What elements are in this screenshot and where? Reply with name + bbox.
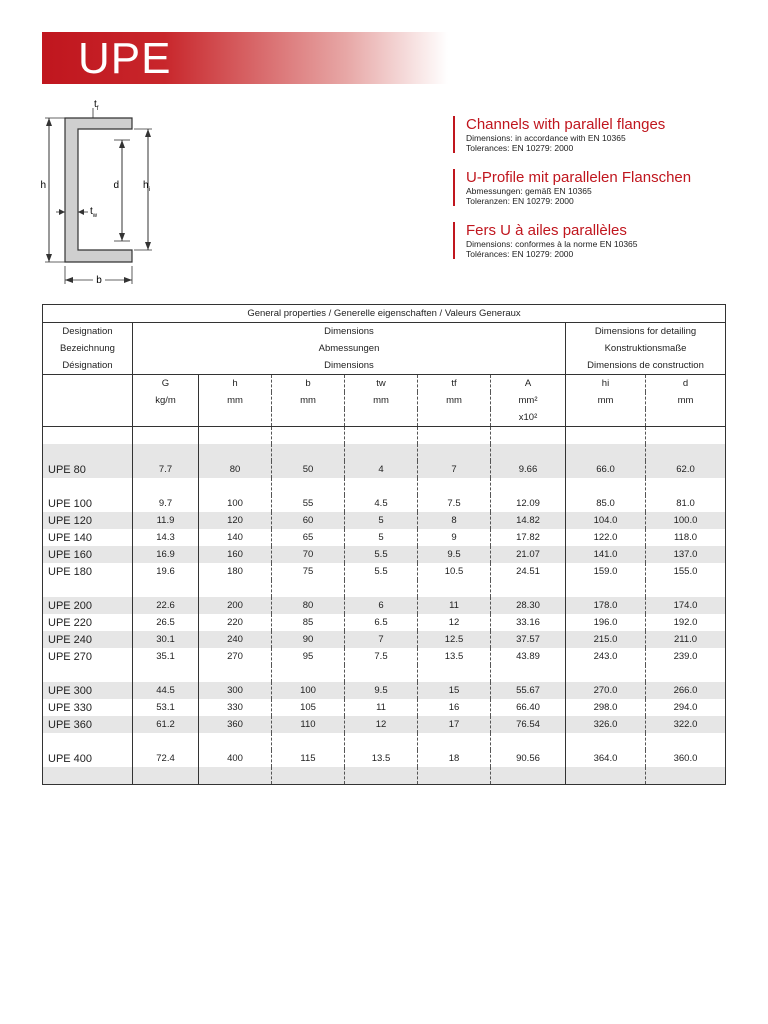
designation-cell: UPE 200 [43, 597, 133, 614]
value-cell: 11 [418, 597, 491, 614]
value-cell: 37.57 [491, 631, 566, 648]
value-cell: 141.0 [566, 546, 646, 563]
designation-cell: UPE 240 [43, 631, 133, 648]
d-label: d [113, 180, 119, 191]
value-cell: 81.0 [646, 495, 726, 512]
value-cell: 6.5 [345, 614, 418, 631]
table-row [43, 750, 726, 767]
value-cell: 61.2 [133, 716, 199, 733]
spacer-row [43, 580, 726, 597]
value-cell: 10.5 [418, 563, 491, 580]
value-cell: 178.0 [566, 597, 646, 614]
block-line: Dimensions: in accordance with EN 10365 [466, 133, 626, 143]
value-cell: 13.5 [345, 750, 418, 767]
value-cell: 62.0 [646, 461, 726, 478]
value-cell: 12 [418, 614, 491, 631]
header-row [43, 323, 726, 341]
value-cell: 105 [272, 699, 345, 716]
value-cell: 16 [418, 699, 491, 716]
detailing-header: Dimensions de construction [566, 357, 726, 375]
value-cell: 400 [199, 750, 272, 767]
block-heading: Channels with parallel flanges [466, 116, 666, 133]
channel-profile-diagram [38, 96, 168, 292]
spacer-row [43, 478, 726, 495]
value-cell: 8 [418, 512, 491, 529]
value-cell: 104.0 [566, 512, 646, 529]
value-cell: 72.4 [133, 750, 199, 767]
designation-header: Designation [43, 323, 133, 341]
page-title: UPE [78, 34, 172, 83]
value-cell: 55.67 [491, 682, 566, 699]
table-row [43, 512, 726, 529]
value-cell: 18 [418, 750, 491, 767]
value-cell: 326.0 [566, 716, 646, 733]
value-cell: 50 [272, 461, 345, 478]
value-cell: 360 [199, 716, 272, 733]
description-blocks [453, 116, 753, 275]
value-cell: 24.51 [491, 563, 566, 580]
properties-table [42, 304, 726, 785]
designation-header: Désignation [43, 357, 133, 375]
value-cell: 14.3 [133, 529, 199, 546]
value-cell: 11 [345, 699, 418, 716]
header-row [43, 340, 726, 357]
hi-label: $h_i$ [143, 180, 150, 193]
designation-cell: UPE 140 [43, 529, 133, 546]
value-cell: 17.82 [491, 529, 566, 546]
unit-cell: mm [646, 392, 726, 409]
unit-row [43, 392, 726, 409]
table-row [43, 699, 726, 716]
data-rows [43, 427, 726, 785]
value-cell: 16.9 [133, 546, 199, 563]
value-cell: 322.0 [646, 716, 726, 733]
col-header: hi [566, 375, 646, 393]
col-header: tf [418, 375, 491, 393]
designation-cell: UPE 80 [43, 461, 133, 478]
spacer-row [43, 767, 726, 785]
value-cell: 100 [272, 682, 345, 699]
value-cell: 215.0 [566, 631, 646, 648]
value-cell: 12.09 [491, 495, 566, 512]
table-row [43, 631, 726, 648]
designation-cell: UPE 220 [43, 614, 133, 631]
col-header: A [491, 375, 566, 393]
table-row [43, 597, 726, 614]
value-cell: 21.07 [491, 546, 566, 563]
value-cell: 159.0 [566, 563, 646, 580]
value-cell: 80 [199, 461, 272, 478]
value-cell: 6 [345, 597, 418, 614]
unit-cell: mm [199, 392, 272, 409]
general-header: General properties / Generelle eigenschaften / Valeurs Generaux [43, 305, 726, 323]
value-cell: 100.0 [646, 512, 726, 529]
block-line: Tolerances: EN 10279: 2000 [466, 143, 574, 153]
value-cell: 240 [199, 631, 272, 648]
block-line: Tolérances: EN 10279: 2000 [466, 249, 574, 259]
description-block-fr [453, 222, 753, 259]
col-header: tw [345, 375, 418, 393]
value-cell: 12.5 [418, 631, 491, 648]
detailing-header: Konstruktionsmaße [566, 340, 726, 357]
value-cell: 174.0 [646, 597, 726, 614]
designation-cell: UPE 330 [43, 699, 133, 716]
value-cell: 120 [199, 512, 272, 529]
value-cell: 122.0 [566, 529, 646, 546]
value-cell: 53.1 [133, 699, 199, 716]
value-cell: 137.0 [646, 546, 726, 563]
general-header-row [43, 305, 726, 323]
value-cell: 7.5 [345, 648, 418, 665]
value-cell: 100 [199, 495, 272, 512]
value-cell: 28.30 [491, 597, 566, 614]
table-row [43, 682, 726, 699]
block-line: Dimensions: conformes à la norme EN 10365 [466, 239, 638, 249]
value-cell: 35.1 [133, 648, 199, 665]
value-cell: 160 [199, 546, 272, 563]
dimensions-header: Abmessungen [133, 340, 566, 357]
spacer-row [43, 444, 726, 461]
value-cell: 15 [418, 682, 491, 699]
designation-cell: UPE 180 [43, 563, 133, 580]
value-cell: 270.0 [566, 682, 646, 699]
value-cell: 300 [199, 682, 272, 699]
unit-cell: kg/m [133, 392, 199, 409]
table-row [43, 716, 726, 733]
unit-cell: mm [272, 392, 345, 409]
value-cell: 211.0 [646, 631, 726, 648]
value-cell: 266.0 [646, 682, 726, 699]
unit-cell: mm [345, 392, 418, 409]
designation-cell: UPE 360 [43, 716, 133, 733]
value-cell: 9.5 [418, 546, 491, 563]
value-cell: 7.5 [418, 495, 491, 512]
value-cell: 90 [272, 631, 345, 648]
designation-cell: UPE 120 [43, 512, 133, 529]
column-header-row [43, 375, 726, 393]
value-cell: 196.0 [566, 614, 646, 631]
dimensions-header: Dimensions [133, 357, 566, 375]
dimensions-header: Dimensions [133, 323, 566, 341]
unit-cell: mm [566, 392, 646, 409]
value-cell: 220 [199, 614, 272, 631]
value-cell: 5 [345, 512, 418, 529]
table-row [43, 563, 726, 580]
value-cell: 239.0 [646, 648, 726, 665]
value-cell: 26.5 [133, 614, 199, 631]
detailing-header: Dimensions for detailing [566, 323, 726, 341]
description-block-en [453, 116, 753, 153]
value-cell: 76.54 [491, 716, 566, 733]
value-cell: 66.40 [491, 699, 566, 716]
value-cell: 66.0 [566, 461, 646, 478]
value-cell: 243.0 [566, 648, 646, 665]
value-cell: 95 [272, 648, 345, 665]
value-cell: 13.5 [418, 648, 491, 665]
designation-cell: UPE 160 [43, 546, 133, 563]
designation-cell: UPE 300 [43, 682, 133, 699]
h-label: h [40, 180, 46, 191]
value-cell: 22.6 [133, 597, 199, 614]
value-cell: 7 [345, 631, 418, 648]
title-banner [42, 32, 448, 84]
block-line: Abmessungen: gemäß EN 10365 [466, 186, 592, 196]
b-label: b [96, 275, 102, 286]
value-cell: 360.0 [646, 750, 726, 767]
value-cell: 80 [272, 597, 345, 614]
value-cell: 33.16 [491, 614, 566, 631]
table-row [43, 529, 726, 546]
value-cell: 9.66 [491, 461, 566, 478]
value-cell: 30.1 [133, 631, 199, 648]
table-row [43, 546, 726, 563]
value-cell: 9.5 [345, 682, 418, 699]
value-cell: 5.5 [345, 563, 418, 580]
value-cell: 140 [199, 529, 272, 546]
area-factor: x10² [491, 409, 566, 427]
table-row [43, 461, 726, 478]
value-cell: 5.5 [345, 546, 418, 563]
block-line: Toleranzen: EN 10279: 2000 [466, 196, 574, 206]
value-cell: 85 [272, 614, 345, 631]
description-block-de [453, 169, 753, 206]
col-header: b [272, 375, 345, 393]
spacer-row [43, 427, 726, 445]
value-cell: 17 [418, 716, 491, 733]
value-cell: 9.7 [133, 495, 199, 512]
tw-label: $t_w$ [90, 206, 98, 219]
value-cell: 70 [272, 546, 345, 563]
value-cell: 90.56 [491, 750, 566, 767]
value-cell: 44.5 [133, 682, 199, 699]
value-cell: 9 [418, 529, 491, 546]
designation-cell: UPE 100 [43, 495, 133, 512]
unit-cell: mm [418, 392, 491, 409]
value-cell: 7 [418, 461, 491, 478]
value-cell: 4.5 [345, 495, 418, 512]
value-cell: 294.0 [646, 699, 726, 716]
header-row [43, 357, 726, 375]
value-cell: 4 [345, 461, 418, 478]
value-cell: 200 [199, 597, 272, 614]
value-cell: 19.6 [133, 563, 199, 580]
spacer-row [43, 733, 726, 750]
value-cell: 110 [272, 716, 345, 733]
table-row [43, 495, 726, 512]
value-cell: 330 [199, 699, 272, 716]
block-heading: Fers U à ailes parallèles [466, 222, 627, 239]
designation-cell: UPE 270 [43, 648, 133, 665]
value-cell: 85.0 [566, 495, 646, 512]
col-header: d [646, 375, 726, 393]
col-header: G [133, 375, 199, 393]
value-cell: 75 [272, 563, 345, 580]
value-cell: 60 [272, 512, 345, 529]
value-cell: 115 [272, 750, 345, 767]
table-row [43, 648, 726, 665]
spacer-row [43, 665, 726, 682]
designation-header: Bezeichnung [43, 340, 133, 357]
value-cell: 43.89 [491, 648, 566, 665]
value-cell: 270 [199, 648, 272, 665]
value-cell: 11.9 [133, 512, 199, 529]
designation-cell: UPE 400 [43, 750, 133, 767]
unit-cell: mm² [491, 392, 566, 409]
col-header: h [199, 375, 272, 393]
tf-label: $t_f$ [94, 99, 99, 112]
unit-row [43, 409, 726, 427]
value-cell: 65 [272, 529, 345, 546]
value-cell: 118.0 [646, 529, 726, 546]
value-cell: 192.0 [646, 614, 726, 631]
value-cell: 7.7 [133, 461, 199, 478]
value-cell: 180 [199, 563, 272, 580]
value-cell: 55 [272, 495, 345, 512]
value-cell: 298.0 [566, 699, 646, 716]
value-cell: 364.0 [566, 750, 646, 767]
value-cell: 155.0 [646, 563, 726, 580]
table-row [43, 614, 726, 631]
block-heading: U-Profile mit parallelen Flanschen [466, 169, 692, 186]
value-cell: 14.82 [491, 512, 566, 529]
value-cell: 5 [345, 529, 418, 546]
value-cell: 12 [345, 716, 418, 733]
